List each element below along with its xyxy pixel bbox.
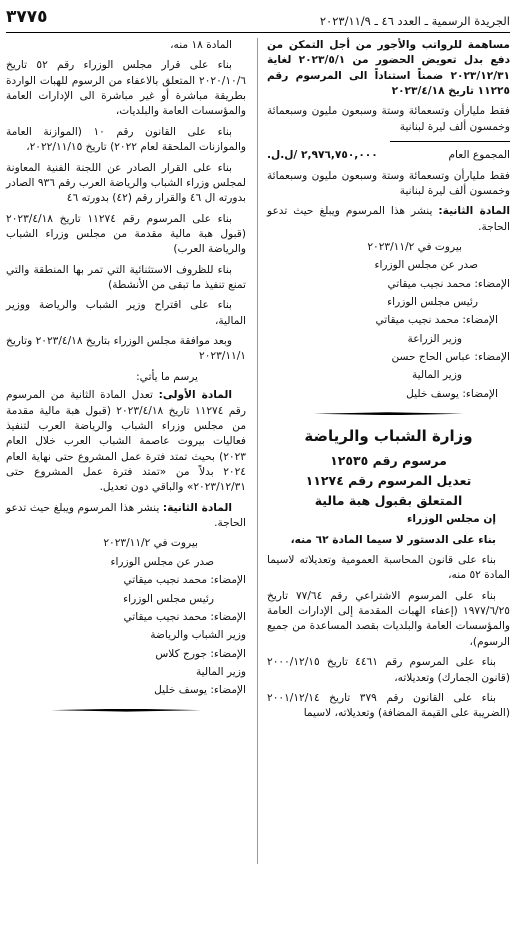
total-value: ٢,٩٧٦,٧٥٠,٠٠٠ /ل.ل. <box>267 149 378 162</box>
decree-amendment: تعديل المرسوم رقم ١١٢٧٤ <box>305 473 472 489</box>
signature-fin: الإمضاء: يوسف خليل <box>406 387 498 400</box>
youth-minister-title: وزير الشباب والرياضة <box>150 629 246 642</box>
pm-title: رئيس مجلس الوزراء <box>123 592 214 605</box>
basis-paragraph-8: بناء على المرسوم رقم ١١٢٧٤ تاريخ ٢٠٢٣/٤/١٨ (قبول هبة مالية مقدمة من مجلس وزراء الشباب والرياضة العرب) <box>6 212 246 256</box>
gazette-title: الجريدة الرسمية ـ العدد ٤٦ ـ ٢٠٢٣/١١/٩ <box>319 14 510 29</box>
column-divider <box>257 38 258 864</box>
article-1 <box>6 388 246 496</box>
grand-total <box>267 148 510 163</box>
page-number: ٣٧٧٥ <box>6 7 48 28</box>
basis-constitution: بناء على الدستور لا سيما المادة ٦٢ منه، <box>290 533 496 546</box>
basis-paragraph-3: بناء على المرسوم رقم ٤٤٦١ تاريخ ٢٠٠٠/١٢/١٥ (قانون الجمارك) وتعديلاته، <box>267 656 510 684</box>
issued-by: صدر عن مجلس الوزراء <box>374 259 478 272</box>
page-header <box>6 4 510 33</box>
end-divider <box>51 705 201 715</box>
article-2-text: ينشر هذا المرسوم ويبلغ حيث تدعو الحاجة. <box>267 205 510 233</box>
decree-number: مرسوم رقم ١٢٥٣٥ <box>330 452 447 468</box>
council-heading: إن مجلس الوزراء <box>406 513 496 526</box>
issued-by: صدر عن مجلس الوزراء <box>110 555 214 568</box>
article-2 <box>6 501 246 532</box>
amount-in-words: فقط مليارأن وتسعمائة وستة وسبعون مليون وسبعمائة وخمسون ألف ليرة لبنانية <box>267 105 510 133</box>
sum-rule <box>390 141 510 142</box>
signature-pm-2: الإمضاء: محمد نجيب ميقاتي <box>123 610 246 623</box>
basis-paragraph-10: بناء على اقتراح وزير الشباب والرياضة ووزير المالية، <box>6 299 246 327</box>
signature-agri: الإمضاء: عباس الحاج حسن <box>391 351 510 364</box>
place-date: بيروت في ٢٠٢٣/١١/٢ <box>103 537 198 550</box>
basis-paragraph-6: بناء على القانون رقم ١٠ (الموازنة العامة والموازنات الملحقة لعام ٢٠٢٢) تاريخ ٢٠٢٢/١١/١٥، <box>6 125 246 154</box>
decree-formula: يرسم ما يأتي: <box>136 370 198 383</box>
basis-paragraph-5: بناء على قرار مجلس الوزراء رقم ٥٢ تاريخ ٢٠٢٠/١٠/٦ المتعلق بالاعفاء من الرسوم للهبات الواردة بطريقة مباشرة أو غير مباشرة الى الإدارات العامة والمؤسسات العامة والبلديات، <box>6 59 246 118</box>
article-1-label: المادة الأولى: <box>158 389 232 402</box>
pm-title: رئيس مجلس الوزراء <box>387 296 478 309</box>
signature-pm: الإمضاء: محمد نجيب ميقاتي <box>123 574 246 587</box>
article-2-label: المادة الثانية: <box>162 501 233 514</box>
article-2 <box>267 204 510 235</box>
right-column <box>267 38 510 727</box>
total-in-words: فقط مليارأن وتسعمائة وستة وسبعون مليون وسبعمائة وخمسون ألف ليرة لبنانية <box>267 169 510 197</box>
signature-pm: الإمضاء: محمد نجيب ميقاتي <box>387 277 510 290</box>
article-1-text: تعدل المادة الثانية من المرسوم رقم ١١٢٧٤ تاريخ ٢٠٢٣/٤/١٨ (قبول هبة مالية مقدمة من مجلس وزراء الشباب والرياضة العرب لتنفيذ فعاليات بيروت عاصمة الشباب العرب خلال العام ٢٠٢٣) بحيث تمتد فترة عمل المشروع حتى نهاية العام ٢٠٢٤ بدلاً من «تمتد فترة عمل المشروع حتى ٢٠٢٣/١٢/٣١» والباقي دون تعديل. <box>6 389 246 494</box>
signature-fin: الإمضاء: يوسف خليل <box>154 684 246 697</box>
section-divider <box>314 408 464 418</box>
place-date: بيروت في ٢٠٢٣/١١/٢ <box>367 240 462 253</box>
left-column <box>6 38 246 721</box>
basis-paragraph-7: بناء على القرار الصادر عن اللجنة الفنية المعاونة لمجلس وزراء الشباب والرياضة العرب رقم ٩٣٦ الصادر بدورته ال ٤٦ والقرار رقم (٤٢) بدورته ٤٦ <box>6 161 246 205</box>
agri-minister-title: وزير الزراعة <box>407 332 462 345</box>
signature-pm-2: الإمضاء: محمد نجيب ميقاتي <box>375 314 498 327</box>
total-label: المجموع العام <box>448 149 510 162</box>
budget-heading: مساهمة للرواتب والأجور من أجل التمكن من دفع بدل تعويض الحضور من ٢٠٢٣/٥/١ لغاية ٢٠٢٣/١٢/٣١ ضمناً استناداً الى المرسوم رقم ١١٢٢٥ تاريخ ٢٠٢٣/٤/١٨ <box>267 39 510 98</box>
ministry-title: وزارة الشباب والرياضة <box>304 427 473 446</box>
article-2-text: ينشر هذا المرسوم ويبلغ حيث تدعو الحاجة. <box>6 501 246 530</box>
basis-paragraph-1: بناء على قانون المحاسبة العمومية وتعديلاته لاسيما المادة ٥٢ منه، <box>267 554 510 582</box>
fin-minister-title: وزير المالية <box>411 369 462 382</box>
basis-paragraph-2: بناء على المرسوم الاشتراعي رقم ٧٧/٦٤ تاريخ ١٩٧٧/٦/٢٥ (إعفاء الهبات المقدمة إلى الإدارات العامة والمؤسسات العامة والبلديات بقصد المساعدة من جميع الرسوم)، <box>267 589 510 648</box>
basis-paragraph-4: بناء على القانون رقم ٣٧٩ تاريخ ٢٠٠١/١٢/١٤ (الضريبة على القيمة المضافة) وتعديلاته، لاسيما <box>267 691 510 720</box>
decree-subject: المتعلق بقبول هبة مالية <box>314 493 463 509</box>
continued-text: المادة ١٨ منه، <box>170 39 232 51</box>
article-2-label: المادة الثانية: <box>438 205 510 218</box>
fin-minister-title: وزير المالية <box>195 665 246 678</box>
signature-youth: الإمضاء: جورج كلاس <box>155 647 246 660</box>
basis-paragraph-9: بناء للظروف الاستثنائية التي تمر بها المنطقة والتي تمنع تنفيذ ما تبقى من الأنشطة) <box>6 263 246 292</box>
basis-paragraph-11: وبعد موافقة مجلس الوزراء بتاريخ ٢٠٢٣/٤/١٨ وتاريخ ٢٠٢٣/١١/١ <box>6 335 246 363</box>
